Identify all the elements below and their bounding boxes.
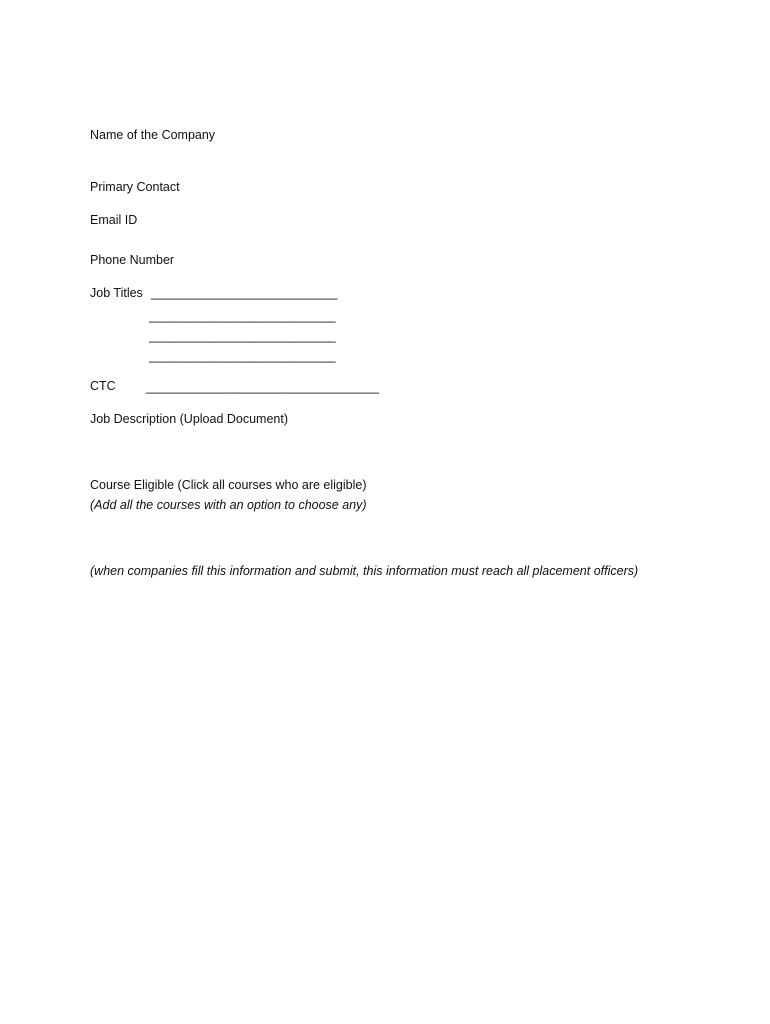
ctc-blank[interactable]: ___________________________________: [146, 380, 379, 394]
ctc-label: CTC: [90, 379, 116, 393]
company-name-label: Name of the Company: [90, 128, 216, 142]
email-id-label: Email ID: [90, 213, 138, 227]
course-eligible-label: Course Eligible (Click all courses who are eligible): [90, 478, 367, 492]
primary-contact-label: Primary Contact: [90, 180, 180, 194]
submission-note: (when companies fill this information and submit, this information must reach all placement officers): [90, 564, 639, 578]
job-title-blank-3[interactable]: ____________________________: [149, 329, 336, 343]
phone-number-label: Phone Number: [90, 253, 175, 267]
job-titles-label: Job Titles: [90, 286, 143, 300]
job-title-blank-2[interactable]: ____________________________: [149, 309, 336, 323]
course-note: (Add all the courses with an option to choose any): [90, 498, 367, 512]
job-title-blank-1[interactable]: ____________________________: [151, 286, 338, 300]
job-title-blank-4[interactable]: ____________________________: [149, 349, 336, 363]
job-description-label: Job Description (Upload Document): [90, 412, 289, 426]
